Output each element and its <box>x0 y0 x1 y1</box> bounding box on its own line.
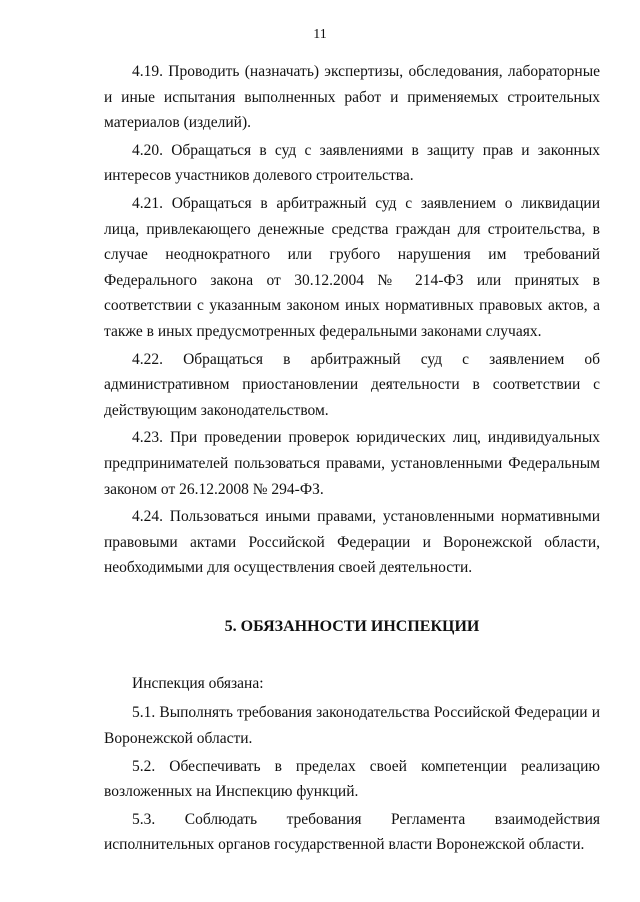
paragraph-5-3: 5.3. Соблюдать требования Регламента взаимодействия исполнительных органов государственной власти Воронежской области. <box>104 810 600 854</box>
section-intro: Инспекция обязана: <box>132 674 264 692</box>
page-number: 11 <box>313 27 327 42</box>
paragraph-5-2: 5.2. Обеспечивать в пределах своей компетенции реализацию возложенных на Инспекцию функций. <box>104 757 600 801</box>
paragraph-4-22: 4.22. Обращаться в арбитражный суд с заявлением об административном приостановлении деятельности в соответствии с действующим законодательством. <box>104 350 600 419</box>
paragraph-5-1: 5.1. Выполнять требования законодательства Российской Федерации и Воронежской области. <box>104 704 600 748</box>
paragraph-4-21: 4.21. Обращаться в арбитражный суд с заявлением о ликвидации лица, привлекающего денежные средства граждан для строительства, в случае неоднократного или грубого нарушения им требований Федерального закона от 30.12.2004 № 214-ФЗ или принятых в соответствии с указанным законом иных нормативных правовых актов, а также в иных предусмотренных федеральными законами случаях. <box>104 194 600 340</box>
paragraph-4-24: 4.24. Пользоваться иными правами, установленными нормативными правовыми актами Российской Федерации и Воронежской области, необходимыми для осуществления своей деятельности. <box>104 508 600 577</box>
section-title: 5. ОБЯЗАННОСТИ ИНСПЕКЦИИ <box>224 617 480 635</box>
document-body <box>104 59 600 858</box>
paragraph-4-19: 4.19. Проводить (назначать) экспертизы, обследования, лабораторные и иные испытания выполненных работ и применяемых строительных материалов (изделий). <box>104 63 600 132</box>
paragraph-4-23: 4.23. При проведении проверок юридических лиц, индивидуальных предпринимателей пользоваться правами, установленными Федеральным законом от 26.12.2008 № 294-ФЗ. <box>104 429 600 498</box>
paragraph-4-20: 4.20. Обращаться в суд с заявлениями в защиту прав и законных интересов участников долевого строительства. <box>104 141 600 185</box>
